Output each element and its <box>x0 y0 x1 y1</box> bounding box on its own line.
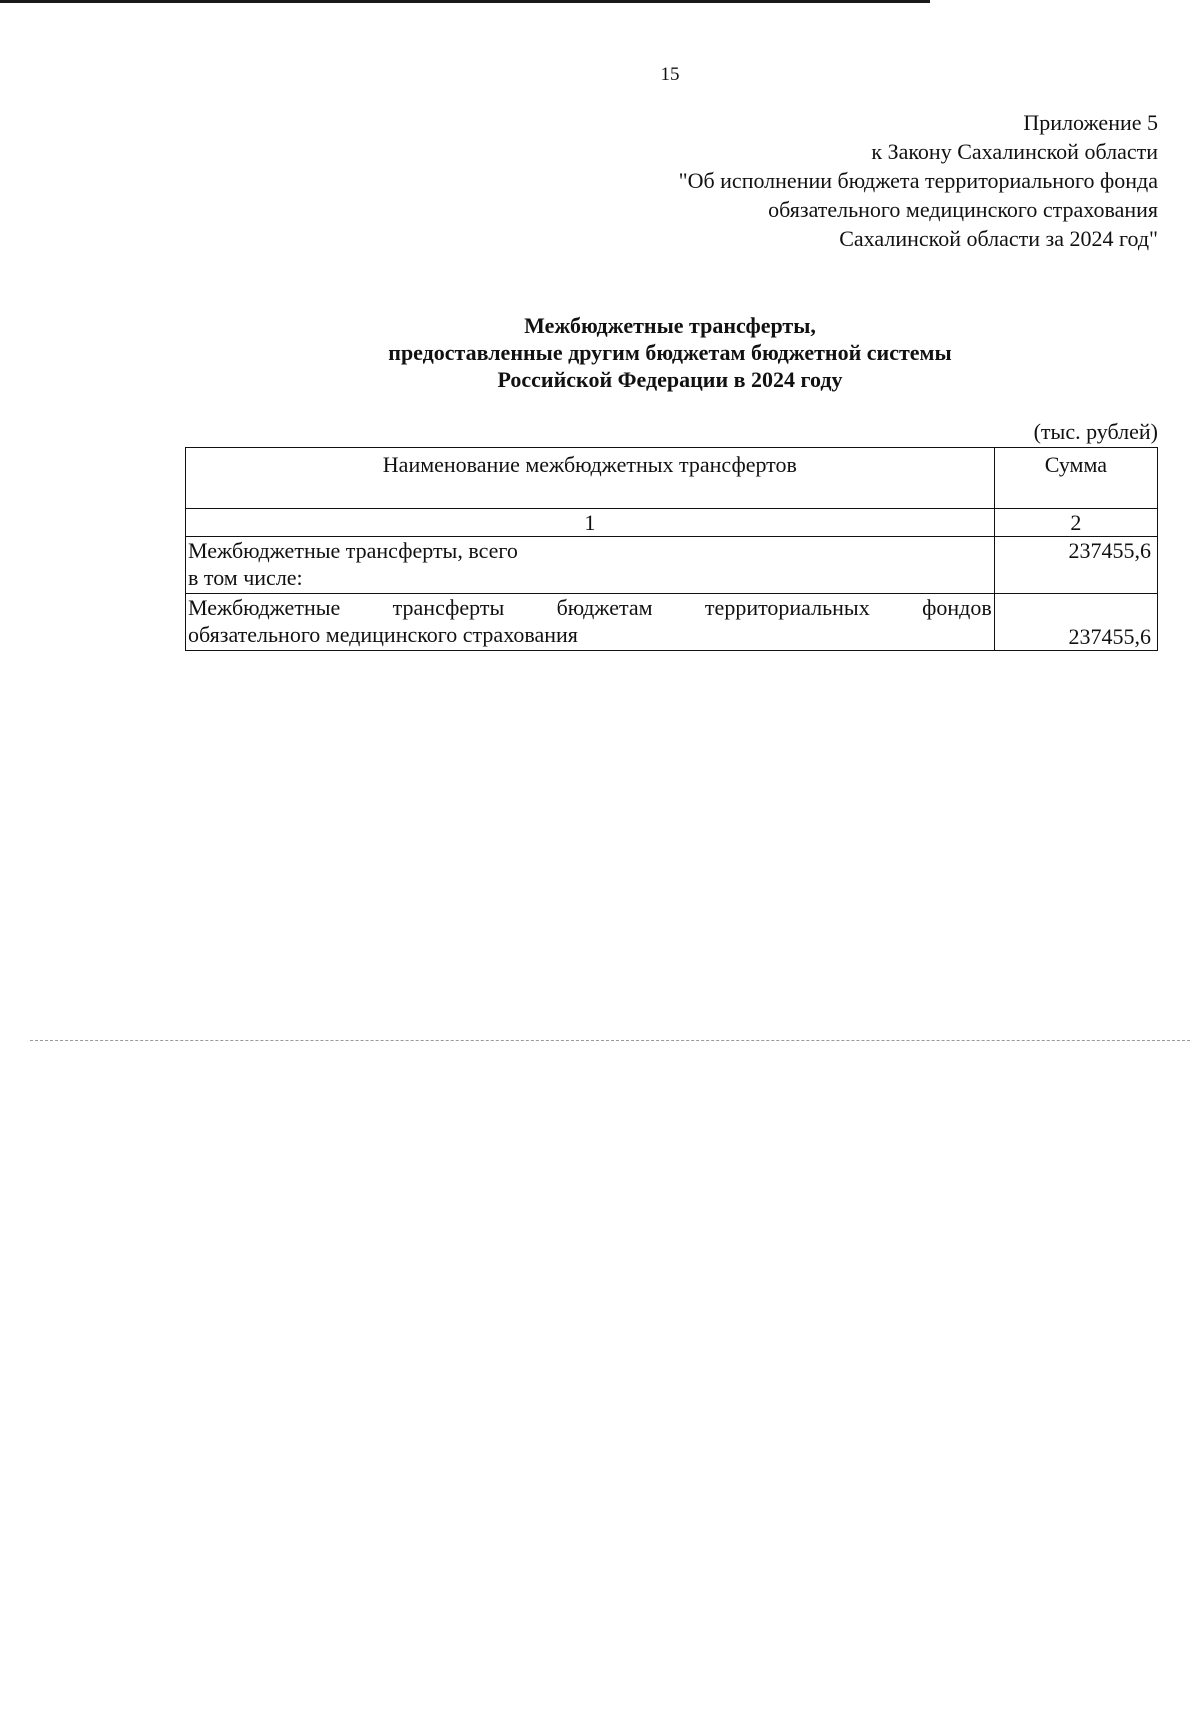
table-header-row <box>186 448 1158 509</box>
scan-top-border <box>0 0 930 3</box>
appendix-line-5: Сахалинской области за 2024 год" <box>839 226 1158 251</box>
row-name-cell <box>186 594 995 651</box>
title-line-2: предоставленные другим бюджетам бюджетной системы <box>388 340 952 365</box>
row-name-line-2: обязательного медицинского страхования <box>188 622 578 647</box>
appendix-line-2: к Закону Сахалинской области <box>871 139 1158 164</box>
title-line-3: Российской Федерации в 2024 году <box>497 367 843 392</box>
row-name-cell <box>186 537 995 594</box>
units-label: (тыс. рублей) <box>1033 419 1158 444</box>
row-name-line-1: Межбюджетные трансферты, всего <box>188 538 518 563</box>
column-number-1: 1 <box>186 509 995 537</box>
column-number-row <box>186 509 1158 537</box>
appendix-line-1: Приложение 5 <box>1023 110 1158 135</box>
appendix-line-4: обязательного медицинского страхования <box>768 197 1158 222</box>
row-name-line-1: Межбюджетные трансферты бюджетам территориальных фондов <box>188 595 992 620</box>
row-sum-cell: 237455,6 <box>994 594 1157 651</box>
row-name-line-2: в том числе: <box>188 565 303 590</box>
appendix-line-3: "Об исполнении бюджета территориального фонда <box>678 168 1158 193</box>
header-sum: Сумма <box>994 448 1157 509</box>
document-title <box>330 312 1010 393</box>
row-sum-cell: 237455,6 <box>994 537 1157 594</box>
column-number-2: 2 <box>994 509 1157 537</box>
appendix-block <box>679 108 1158 253</box>
table-row <box>186 537 1158 594</box>
transfers-table <box>185 447 1158 651</box>
header-name: Наименование межбюджетных трансфертов <box>186 448 995 509</box>
page-number: 15 <box>660 64 680 85</box>
table-row <box>186 594 1158 651</box>
title-line-1: Межбюджетные трансферты, <box>524 313 816 338</box>
scan-artifact-line <box>30 1040 1190 1041</box>
